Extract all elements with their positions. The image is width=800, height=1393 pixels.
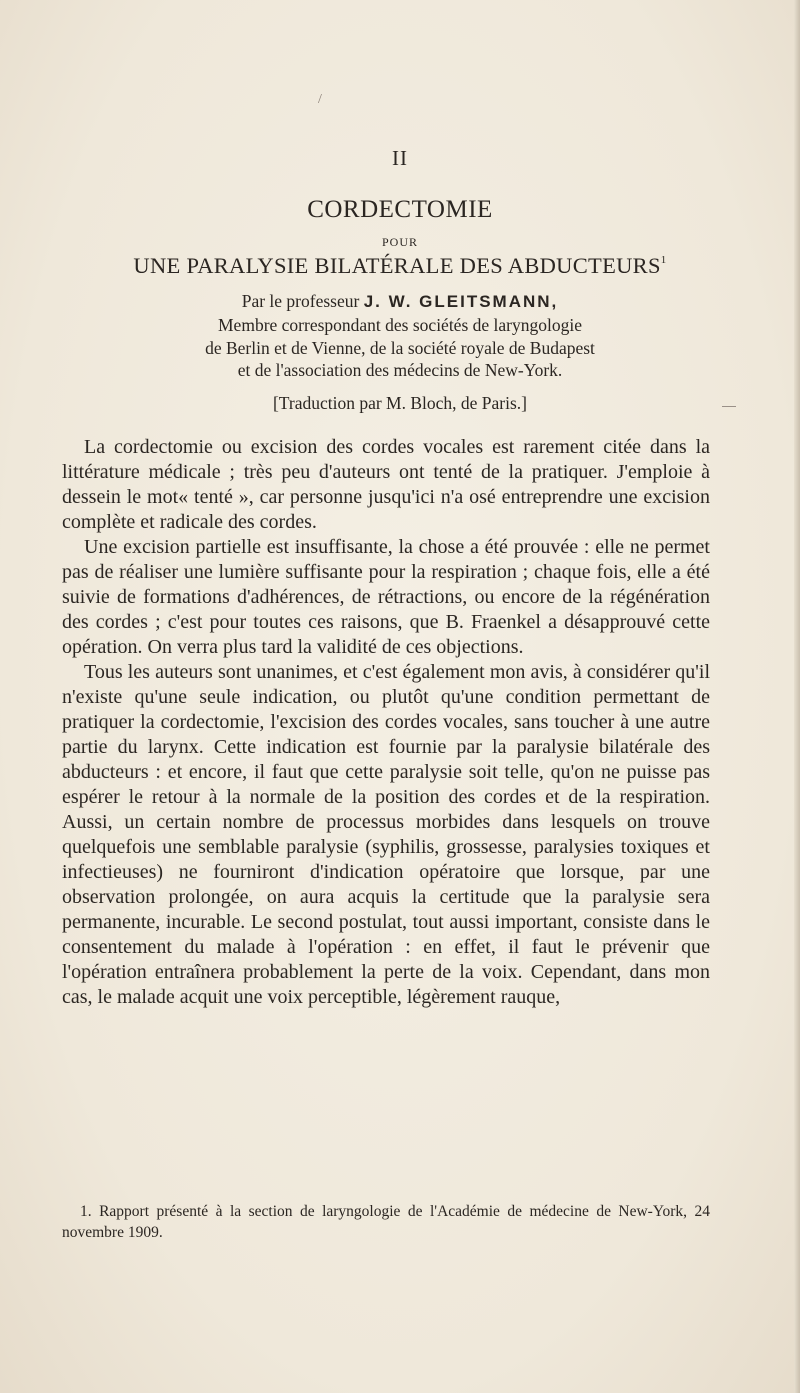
chapter-subtitle <box>0 253 800 279</box>
title-conjunction: POUR <box>381 235 418 249</box>
body-text <box>62 435 710 1010</box>
chapter-numeral: II <box>392 146 408 170</box>
subtitle-text: UNE PARALYSIE BILATÉRALE DES ABDUCTEURS <box>133 253 661 278</box>
translation-credit: [Traduction par M. Bloch, de Paris.] <box>272 393 528 413</box>
author-name: J. W. GLEITSMANN, <box>363 292 559 311</box>
paragraph: La cordectomie ou excision des cordes vocales est rarement citée dans la littérature médicale ; très peu d'auteurs ont tenté de la pratiquer. J'emploie à dessein le mot« tenté », car personne jusqu'ici n'a osé entreprendre une excision complète et radicale des cordes. <box>62 436 710 533</box>
chapter-title: CORDECTOMIE <box>307 196 493 223</box>
author-line <box>0 291 800 312</box>
footnote-marker: 1 <box>660 254 667 266</box>
stray-ink-mark: / <box>318 92 322 107</box>
author-affiliation-2: de Berlin et de Vienne, de la société royale de Budapest <box>205 338 595 358</box>
author-prefix: Par le professeur <box>241 291 364 311</box>
paragraph: Tous les auteurs sont unanimes, et c'est également mon avis, à considérer qu'il n'existe qu'une seule indication, ou plutôt qu'une condition permettant de pratiquer la cordectomie, l'excision des cordes vocales, sans toucher à une autre partie du larynx. Cette indication est fournie par la paralysie bilatérale des abducteurs : et encore, il faut que cette paralysie soit telle, qu'on ne puisse pas espérer le retour à la normale de la position des cordes et de la respiration. Aussi, un certain nombre de processus morbides dans lesquels on trouve quelquefois une semblable paralysie (syphilis, grossesse, paralysies toxiques et infectieuses) ne fourniront d'indication opératoire que lorsque, par une observation prolongée, on aura acquis la certitude que la paralysie sera permanente, incurable. Le second postulat, tout aussi important, consiste dans le consentement du malade à l'opération : en effet, il faut le prévenir que l'opération entraînera probablement la perte de la voix. Cependant, dans mon cas, le malade acquit une voix perceptible, légèrement rauque, <box>62 661 710 1008</box>
author-affiliation-3: et de l'association des médecins de New-York. <box>237 360 563 380</box>
paragraph: Une excision partielle est insuffisante, la chose a été prouvée : elle ne permet pas de réaliser une lumière suffisante pour la respiration ; chaque fois, elle a été suivie de formations d'adhérences, de rétractions, ou encore de la régénération des cordes ; c'est pour toutes ces raisons, que B. Fraenkel a désapprouvé cette opération. On verra plus tard la validité de ces objections. <box>62 536 710 658</box>
footnote: 1. Rapport présenté à la section de laryngologie de l'Académie de médecine de New-York, 24 novembre 1909. <box>62 1203 710 1241</box>
author-affiliation-1: Membre correspondant des sociétés de laryngologie <box>218 315 582 335</box>
